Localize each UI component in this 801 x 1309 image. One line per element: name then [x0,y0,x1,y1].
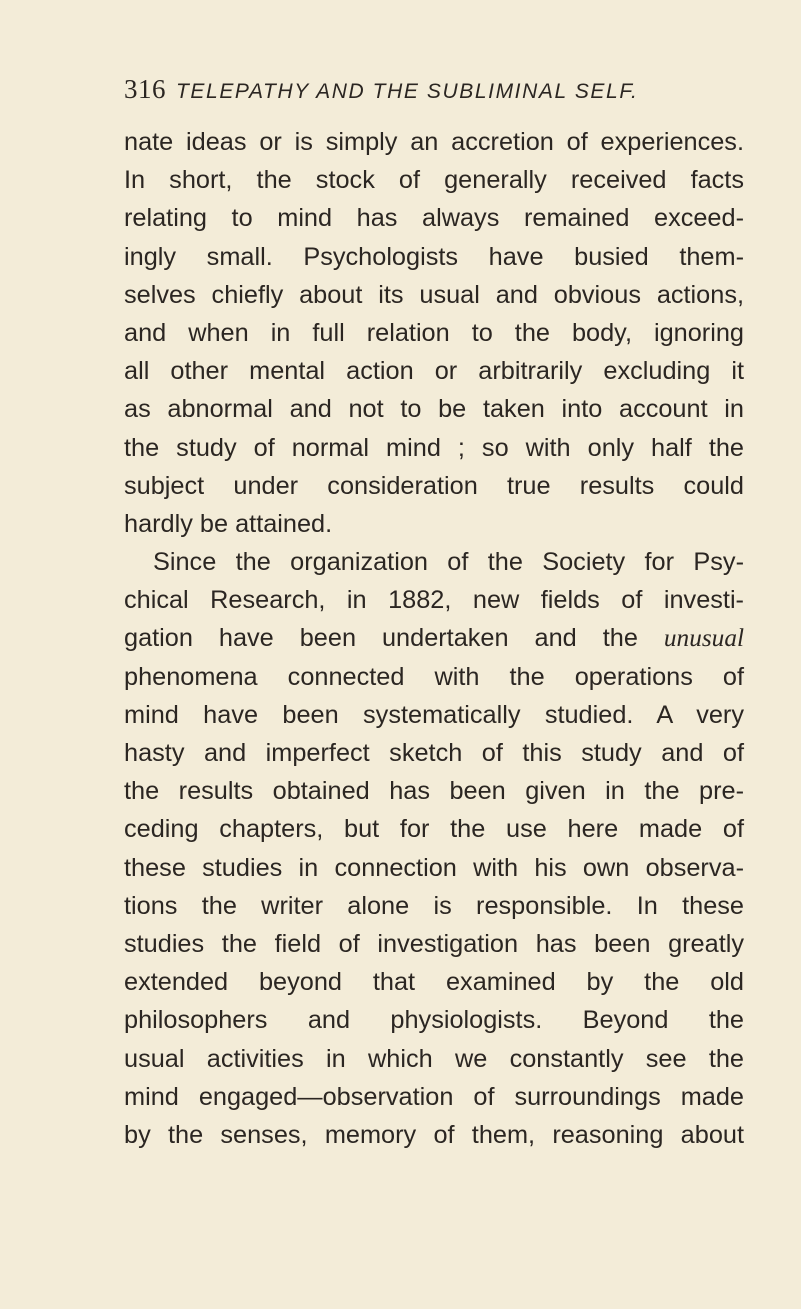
text-line-with-emphasis [124,619,744,657]
text-line: usual activities in which we constantly see the [124,1044,744,1073]
text-line: and when in full relation to the body, ignoring [124,318,744,347]
text-line: Since the organization of the Society for Psy- [153,548,744,577]
text-line: subject under consideration true results could [124,471,744,500]
running-title: TELEPATHY AND THE SUBLIMINAL SELF. [176,80,639,103]
text-line: ingly small. Psychologists have busied them- [124,242,744,271]
text-line: the results obtained has been given in the pre- [124,777,744,806]
text-line: studies the field of investigation has been greatly [124,929,744,958]
text-line: all other mental action or arbitrarily excluding it [124,357,744,386]
text-line: phenomena connected with the operations of [124,662,744,691]
text-line: nate ideas or is simply an accretion of experiences. [124,128,744,156]
text-line: ceding chapters, but for the use here made of [124,815,744,844]
text-line: philosophers and physiologists. Beyond the [124,1006,744,1035]
text-line: the study of normal mind ; so with only half the [124,433,744,462]
text-line: these studies in connection with his own observa- [124,853,744,882]
text-line: mind engaged—observation of surroundings made [124,1082,744,1111]
text-line: mind have been systematically studied. A very [124,700,744,729]
text-line: as abnormal and not to be taken into account in [124,395,744,424]
text-line: tions the writer alone is responsible. In these [124,891,744,920]
text-line: extended beyond that examined by the old [124,968,744,997]
italic-word: unusual [663,624,745,653]
body-text [124,123,744,1154]
text-line: by the senses, memory of them, reasoning about [124,1120,744,1149]
page-number: 316 [124,74,166,104]
running-header [124,74,744,110]
text-line: In short, the stock of generally received facts [124,166,744,195]
text-line: hasty and imperfect sketch of this study and of [124,739,744,767]
text-segment: gation have been undertaken and the [124,624,638,653]
text-line: hardly be attained. [124,509,333,538]
text-line: chical Research, in 1882, new fields of investi- [124,586,744,615]
text-line: selves chiefly about its usual and obvious actions, [124,280,744,309]
text-line: relating to mind has always remained exceed- [124,204,744,233]
